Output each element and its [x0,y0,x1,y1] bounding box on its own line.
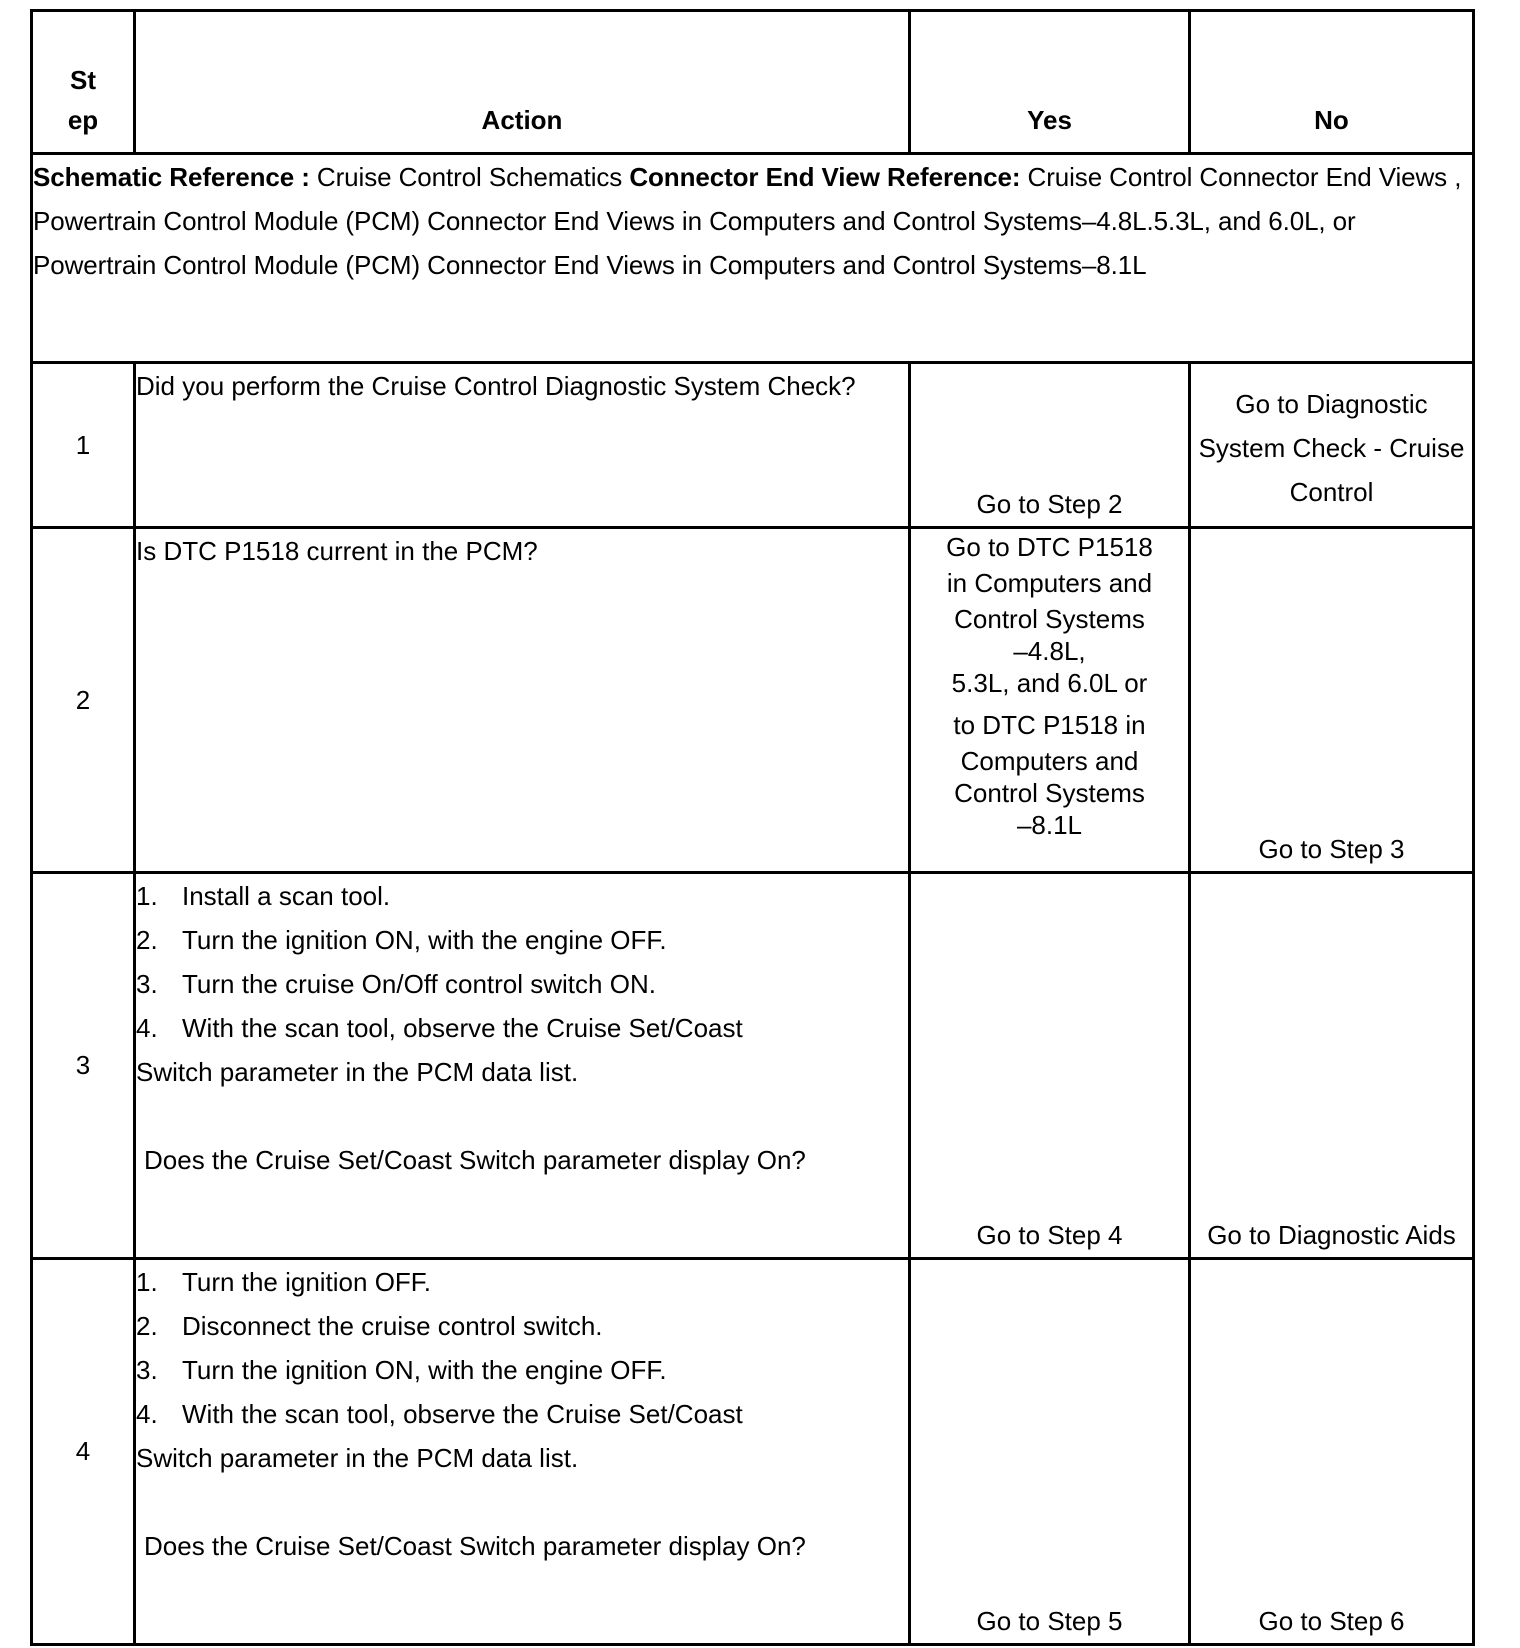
item-number: 1. [136,881,158,911]
yes-line: Go to DTC P1518 [946,532,1153,562]
yes-line: Control Systems [954,778,1145,808]
list-item [136,1260,908,1304]
list-item [136,1392,908,1436]
item-number: 2. [136,925,158,955]
no-result: Go to Diagnostic Aids [1190,873,1474,1259]
action-cell [135,1259,910,1645]
table-row [32,1259,1474,1645]
yes-result: Go to Step 2 [910,363,1190,528]
table-row [32,528,1474,873]
yes-result: Go to Step 4 [910,873,1190,1259]
table-row [32,873,1474,1259]
item-number: 3. [136,969,158,999]
item-text: Turn the ignition ON, with the engine OFF. [182,925,667,955]
procedure-list [136,1260,908,1436]
list-item [136,1348,908,1392]
action-cell [135,873,910,1259]
table-row [32,363,1474,528]
yes-result: Go to Step 5 [910,1259,1190,1645]
item-text: Turn the cruise On/Off control switch ON. [182,969,656,999]
connector-reference-label: Connector End View Reference: [629,162,1021,192]
step-column-header [32,11,135,154]
yes-line: to DTC P1518 in [953,710,1146,740]
action-text: Did you perform the Cruise Control Diagnostic System Check? [135,363,910,528]
schematic-reference-label: Schematic Reference : [33,162,310,192]
connector-reference-text: Cruise Control Connector End Views , Powertrain Control Module (PCM) Connector End Views in Computers and Control Systems–4.8L.5.3L, and 6.0L, or Powertrain Control Module (PCM) Connector End Views in Computers and Control Systems–8.1L [33,162,1462,280]
item-text: Turn the ignition OFF. [182,1267,432,1297]
action-text: Is DTC P1518 current in the PCM? [135,528,910,873]
item-number: 4. [136,1399,158,1429]
yes-line: –8.1L [1016,810,1083,840]
no-result: Go to Step 6 [1190,1259,1474,1645]
step-number: 1 [32,363,135,528]
no-result: Go to Diagnostic System Check - Cruise Control [1190,363,1474,528]
list-item [136,918,908,962]
no-result: Go to Step 3 [1190,528,1474,873]
schematic-reference-text: Cruise Control Schematics [309,162,630,192]
item-text: Disconnect the cruise control switch. [182,1311,603,1341]
item-continuation: Switch parameter in the PCM data list. [136,1057,579,1087]
yes-line: 5.3L, and 6.0L or [951,668,1148,698]
yes-column-header: Yes [910,11,1190,154]
question-text: Does the Cruise Set/Coast Switch parameter display On? [144,1145,806,1175]
item-text: Turn the ignition ON, with the engine OFF. [182,1355,667,1385]
yes-line: –4.8L, [1013,636,1086,666]
item-number: 3. [136,1355,158,1385]
list-item [136,962,908,1006]
yes-line: Control Systems [954,604,1145,634]
step-number: 4 [32,1259,135,1645]
item-text: Install a scan tool. [182,881,391,911]
yes-line: Computers and [960,746,1139,776]
list-item [136,874,908,918]
item-number: 2. [136,1311,158,1341]
step-number: 3 [32,873,135,1259]
reference-row [32,154,1474,363]
list-item [136,1304,908,1348]
reference-cell [32,154,1474,363]
list-item [136,1006,908,1050]
header-row [32,11,1474,154]
step-header-line2: ep [67,105,99,135]
step-number: 2 [32,528,135,873]
action-column-header: Action [135,11,910,154]
item-text: With the scan tool, observe the Cruise Set/Coast [182,1399,743,1429]
item-text: With the scan tool, observe the Cruise Set/Coast [182,1013,743,1043]
item-continuation: Switch parameter in the PCM data list. [136,1443,579,1473]
item-number: 1. [136,1267,158,1297]
procedure-list [136,874,908,1050]
step-header-line1: St [70,65,96,95]
yes-line: in Computers and [946,568,1153,598]
yes-result [910,528,1190,873]
question-text: Does the Cruise Set/Coast Switch parameter display On? [144,1531,806,1561]
diagnostic-table [30,9,1475,1646]
item-number: 4. [136,1013,158,1043]
no-column-header: No [1190,11,1474,154]
